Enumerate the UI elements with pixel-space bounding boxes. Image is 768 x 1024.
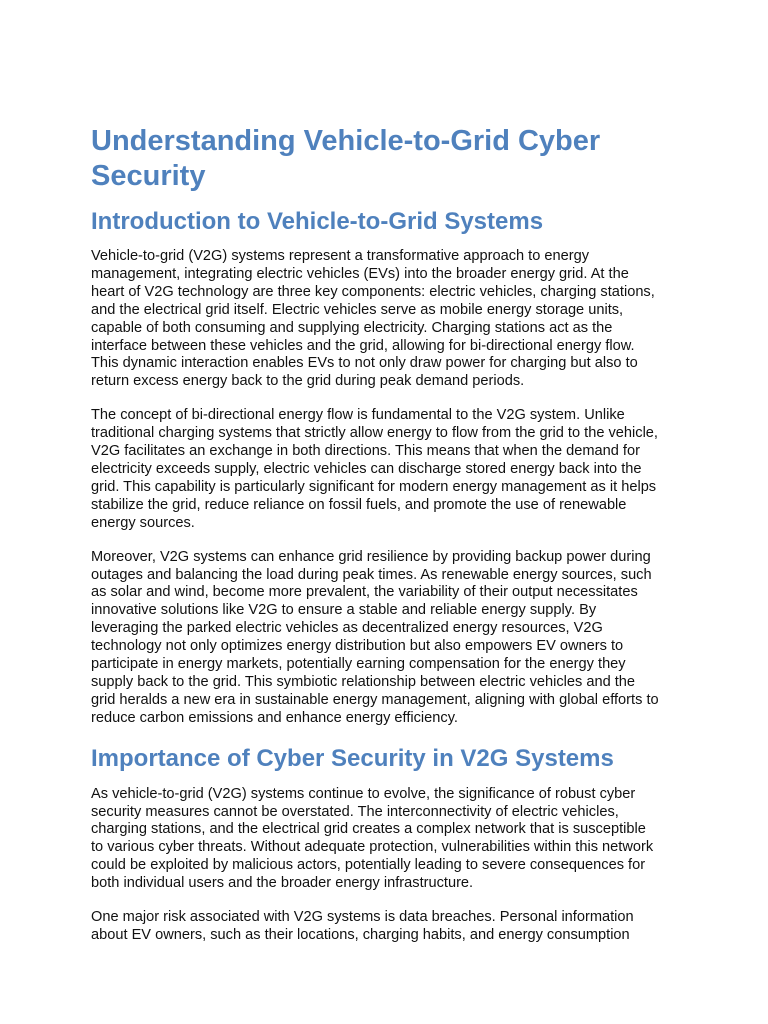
text-line: One major risk associated with V2G systems is data breaches. Personal information [91,909,634,926]
text-line: about EV owners, such as their locations, charging habits, and energy consumption [91,927,630,943]
paragraph [91,909,687,945]
text-line: stabilize the grid, reduce reliance on fossil fuels, and promote the use of renewable [91,496,627,513]
text-line: management, integrating electric vehicles (EVs) into the broader energy grid. At the [91,265,629,282]
text-line: outages and balancing the load during peak times. As renewable energy sources, such [91,566,652,583]
text-line: supply back to the grid. This symbiotic relationship between electric vehicles and the [91,673,636,690]
text-line: heart of V2G technology are three key components: electric vehicles, charging stations, [91,283,655,300]
text-line: interface between these vehicles and the grid, allowing for bi-directional energy flow. [91,337,635,354]
section-heading: Introduction to Vehicle-to-Grid Systems [91,208,544,235]
text-line: could be exploited by malicious actors, potentially leading to severe consequences for [91,857,646,874]
paragraph [91,549,687,728]
text-line: Moreover, V2G systems can enhance grid resilience by providing backup power during [91,548,651,565]
text-line: both individual users and the broader energy infrastructure. [91,875,474,892]
text-line: V2G facilitates an exchange in both directions. This means that when the demand for [91,443,640,460]
text-line: As vehicle-to-grid (V2G) systems continue to evolve, the significance of robust cyber [91,785,636,802]
text-line: technology not only optimizes energy distribution but also empowers EV owners to [91,638,624,655]
paragraph [91,407,687,532]
text-line: The concept of bi-directional energy flow is fundamental to the V2G system. Unlike [91,407,625,424]
paragraph [91,786,687,893]
text-line: to various cyber threats. Without adequate protection, vulnerabilities within this network [91,839,654,856]
text-line: This dynamic interaction enables EVs to not only draw power for charging but also to [91,355,638,372]
document-title [91,124,687,194]
text-line: leveraging the parked electric vehicles as decentralized energy resources, V2G [91,620,603,637]
text-line: return excess energy back to the grid during peak demand periods. [91,373,525,390]
text-line: reduce carbon emissions and enhance energy efficiency. [91,709,458,726]
text-line: innovative solutions like V2G to ensure a stable and reliable energy supply. By [91,602,597,619]
text-line: energy sources. [91,514,195,531]
text-line: as solar and wind, become more prevalent, the variability of their output necessitates [91,584,638,601]
text-line: and the electrical grid itself. Electric vehicles serve as mobile energy storage units, [91,301,624,318]
section-introduction [91,207,687,728]
title-line: Understanding Vehicle-to-Grid Cyber [91,125,601,157]
section-cyber-security [91,744,687,945]
title-line: Security [91,160,206,192]
paragraph [91,248,687,391]
document-page [91,124,687,961]
text-line: electricity exceeds supply, electric vehicles can discharge stored energy back into the [91,460,642,477]
text-line: security measures cannot be overstated. The interconnectivity of electric vehicles, [91,803,619,820]
text-line: charging stations, and the electrical grid creates a complex network that is susceptible [91,821,646,838]
section-heading: Importance of Cyber Security in V2G Systems [91,744,614,772]
text-line: traditional charging systems that strictly allow energy to flow from the grid to the vehicle, [91,425,658,442]
text-line: capable of both consuming and supplying electricity. Charging stations act as the [91,319,613,336]
text-line: Vehicle-to-grid (V2G) systems represent a transformative approach to energy [91,248,590,264]
text-line: grid. This capability is particularly significant for modern energy management as it helps [91,478,657,495]
text-line: participate in energy markets, potentially earning compensation for the energy they [91,656,626,673]
text-line: grid heralds a new era in sustainable energy management, aligning with global efforts to [91,691,659,708]
